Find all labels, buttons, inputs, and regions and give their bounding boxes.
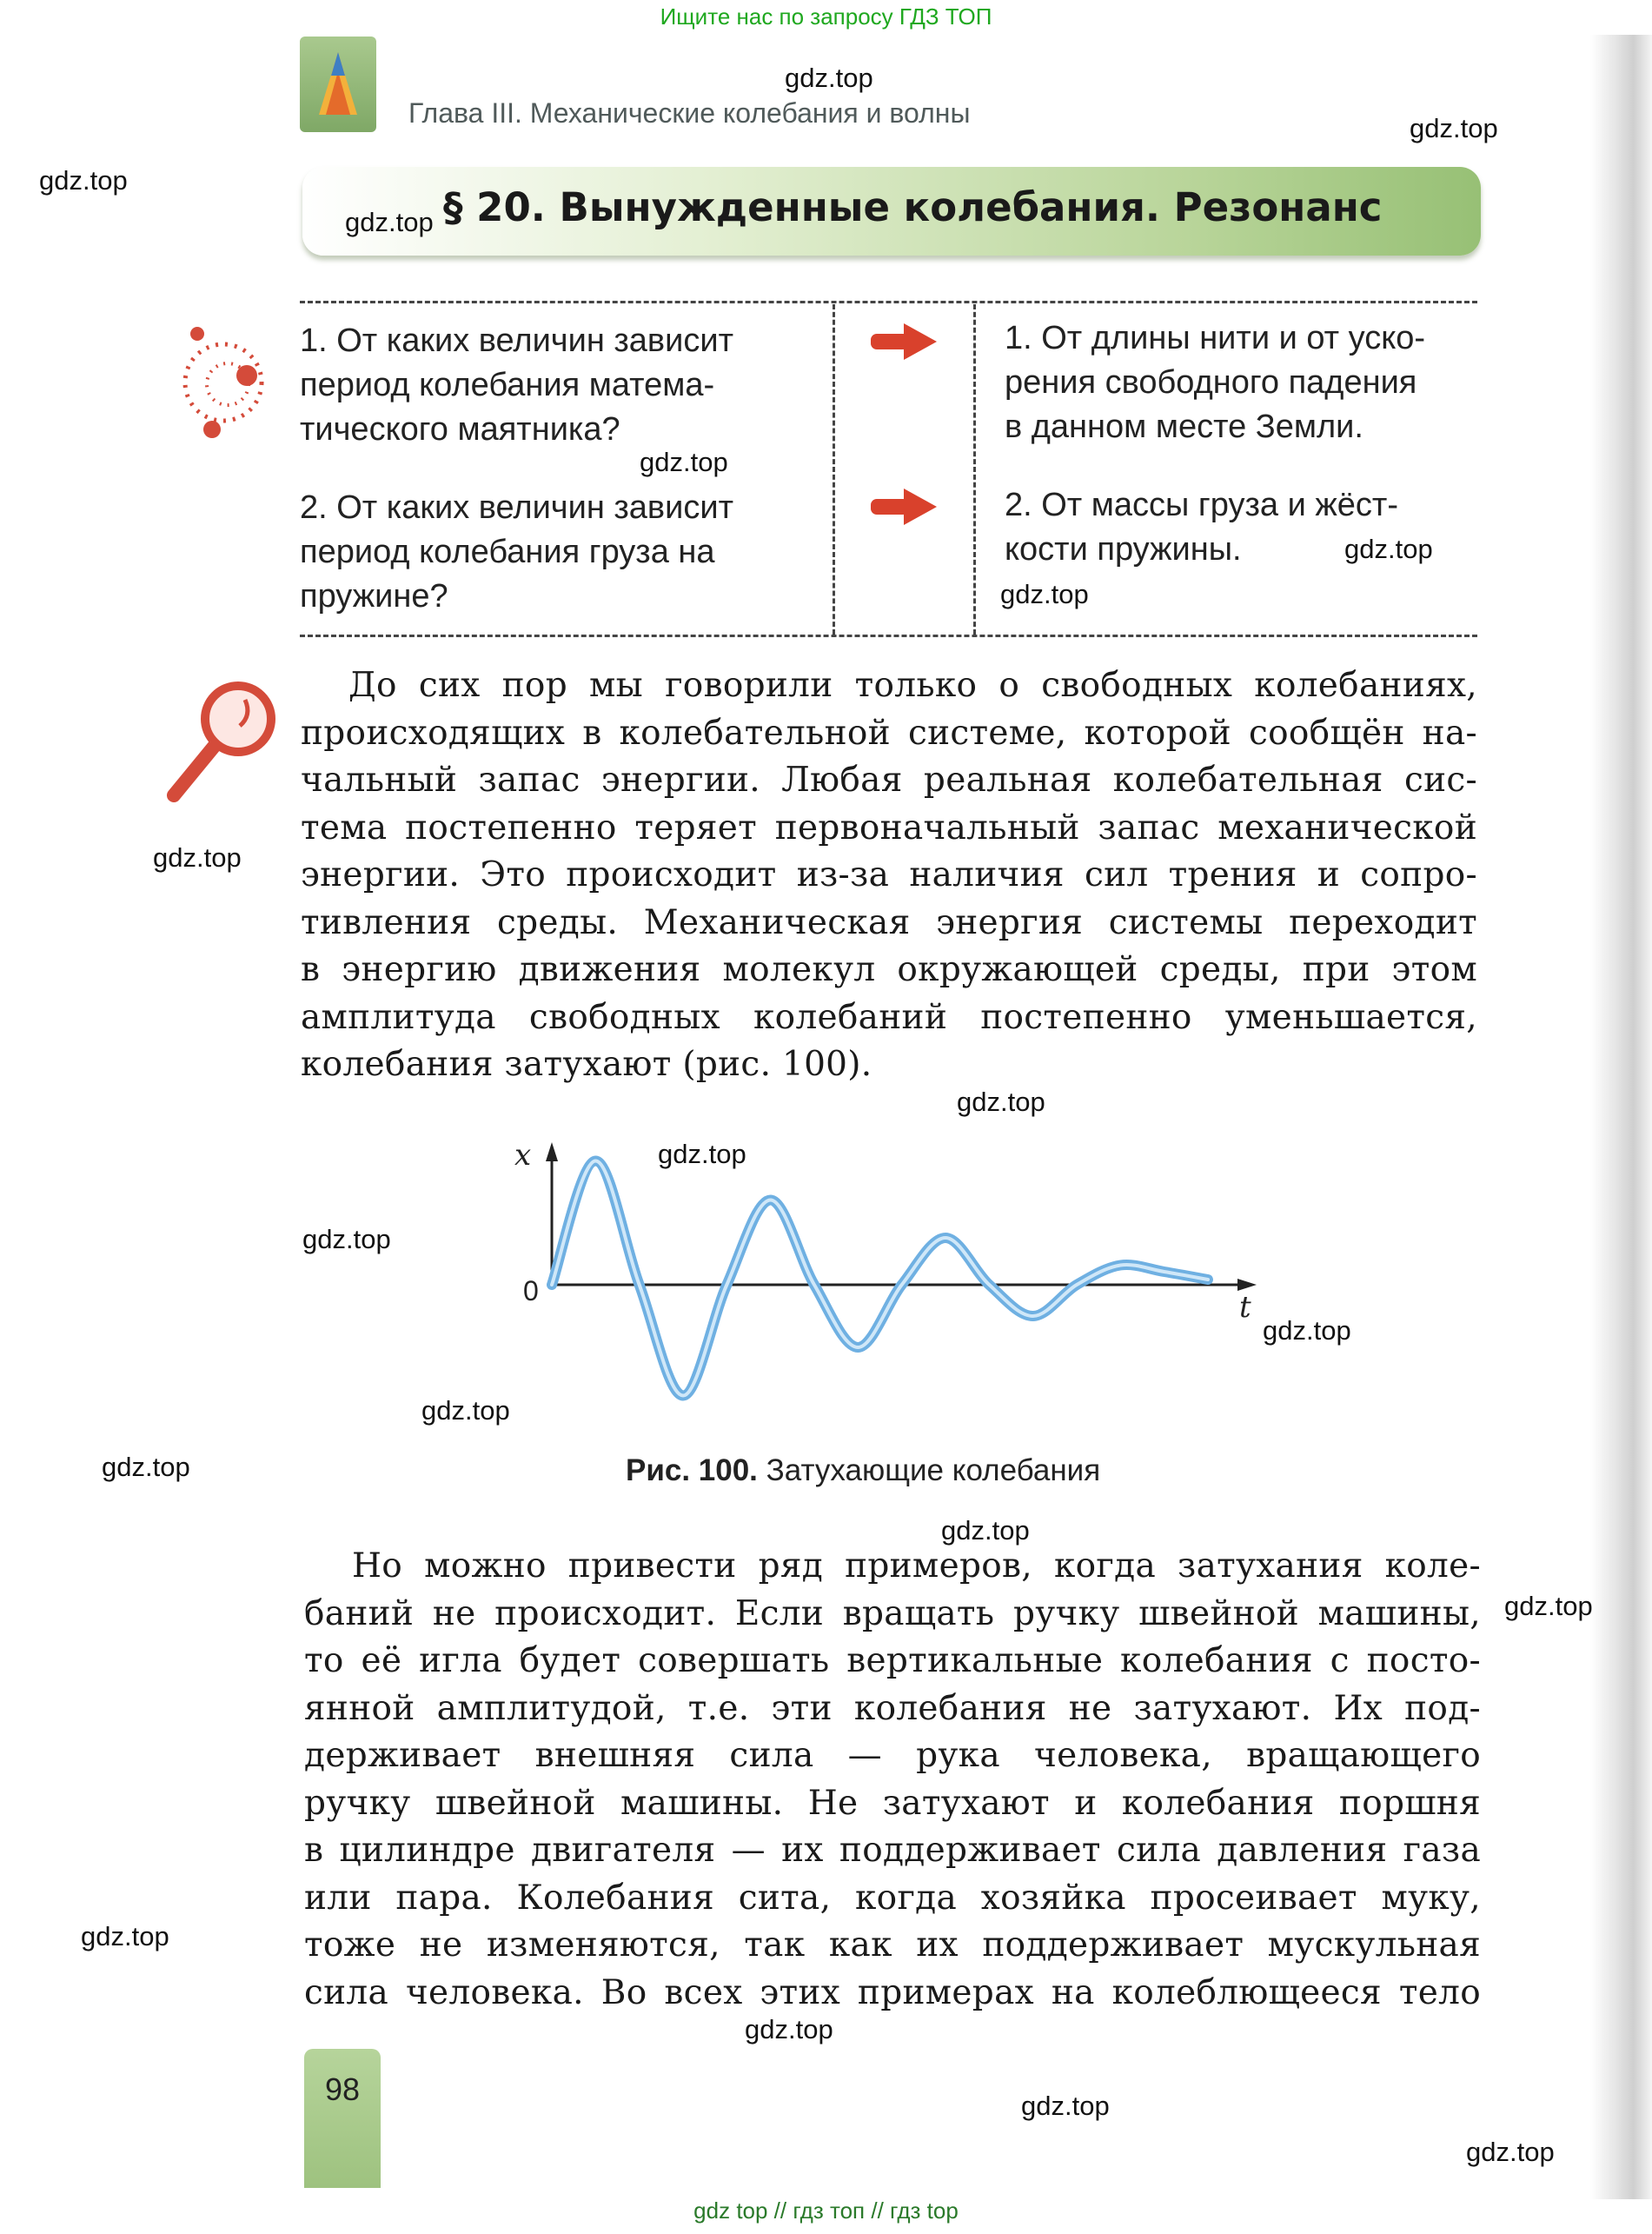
watermark: gdz.top xyxy=(421,1395,510,1426)
paragraph-2 xyxy=(304,1543,1481,2017)
chart-t-arrow xyxy=(1237,1279,1257,1291)
watermark: gdz.top xyxy=(1021,2091,1110,2121)
watermark: gdz.top xyxy=(640,447,728,477)
paragraph-1-line: колебания затухают (рис. 100). xyxy=(301,1045,872,1084)
watermark: gdz.top xyxy=(1000,579,1089,609)
figure-caption xyxy=(626,1453,1100,1488)
question-1 xyxy=(300,319,821,452)
paragraph-1-line: тивления среды. Механическая энергия системы переходит xyxy=(301,902,1477,942)
answer-2-line: 2. От массы груза и жёст- xyxy=(1005,487,1398,523)
paragraph-2-line: в цилиндре двигателя — их поддерживает сила давления газа xyxy=(304,1831,1481,1870)
watermark: gdz.top xyxy=(1410,113,1498,143)
paragraph-1-line: происходящих в колебательной системе, которой сообщён на- xyxy=(301,713,1477,753)
answer-1-line: рения свободного падения xyxy=(1005,364,1417,401)
answer-2-line: кости пружины. xyxy=(1005,531,1242,568)
chart-ylabel: x xyxy=(514,1138,532,1173)
qa-divider-right xyxy=(973,304,976,635)
figure-caption-text: Затухающие колебания xyxy=(757,1453,1101,1487)
paragraph-2-line: баний не происходит. Если вращать ручку швейной машины, xyxy=(304,1593,1481,1633)
chart-origin-label: 0 xyxy=(523,1275,539,1306)
qa-divider-left xyxy=(833,304,835,635)
answer-1-line: 1. От длины нити и от уско- xyxy=(1005,320,1426,356)
section-title: § 20. Вынужденные колебания. Резонанс xyxy=(443,184,1383,230)
paragraph-2-line: Но можно привести ряд примеров, когда затухания коле- xyxy=(352,1546,1481,1586)
paragraph-1-line: энергии. Это происходит из-за наличия сил трения и сопро- xyxy=(301,855,1477,894)
question-2-line: 2. От каких величин зависит xyxy=(300,489,733,526)
paragraph-2-line: янной амплитудой, т.е. эти колебания не затухают. Их под- xyxy=(304,1688,1481,1728)
watermark: gdz.top xyxy=(785,63,873,93)
chart-xlabel: t xyxy=(1239,1290,1251,1325)
watermark: gdz.top xyxy=(658,1139,746,1169)
question-2-line: период колебания груза на xyxy=(300,534,715,570)
watermark: gdz.top xyxy=(1504,1591,1593,1621)
watermark: gdz.top xyxy=(102,1452,190,1482)
paragraph-2-line: ручку швейной машины. Не затухают и колебания поршня xyxy=(304,1783,1481,1823)
arrow-right-icon xyxy=(869,485,939,529)
book-logo-icon xyxy=(300,37,376,132)
watermark: gdz.top xyxy=(1344,534,1433,564)
page-number: 98 xyxy=(324,2071,361,2107)
watermark: gdz.top xyxy=(39,165,128,196)
watermark: gdz.top xyxy=(941,1515,1030,1546)
answer-1-line: в данном месте Земли. xyxy=(1005,409,1363,445)
watermark: gdz.top xyxy=(1263,1315,1351,1346)
paragraph-2-line: тоже не изменяются, так как их поддерживает мускульная xyxy=(304,1925,1481,1965)
paragraph-1 xyxy=(301,662,1477,1089)
figure-caption-label: Рис. 100. xyxy=(626,1453,758,1487)
paragraph-1-line: в энергию движения молекул окружающей среды, при этом xyxy=(301,950,1477,989)
paragraph-2-line: или пара. Колебания сита, когда хозяйка просеивает муку, xyxy=(304,1878,1481,1918)
paragraph-1-line: тема постепенно теряет первоначальный запас механической xyxy=(301,808,1477,848)
qa-bottom-border xyxy=(300,635,1477,637)
question-1-line: период колебания матема- xyxy=(300,367,715,403)
paragraph-1-line: чальный запас энергии. Любая реальная колебательная сис- xyxy=(301,761,1477,800)
watermark: gdz.top xyxy=(302,1224,391,1254)
chart-y-arrow xyxy=(546,1142,558,1161)
watermark: gdz.top xyxy=(81,1921,169,1951)
chapter-logo xyxy=(300,37,376,132)
answer-1 xyxy=(1005,316,1483,449)
watermark: gdz.top xyxy=(1466,2137,1555,2167)
paragraph-1-line: амплитуда свободных колебаний постепенно уменьшается, xyxy=(301,997,1477,1037)
question-2-line: пружине? xyxy=(300,578,448,615)
chart-series-line xyxy=(552,1161,1208,1396)
paragraph-2-line: то её игла будет совершать вертикальные колебания с посто- xyxy=(304,1641,1481,1680)
bottom-links[interactable]: gdz top // гдз топ // гдз top xyxy=(693,2197,959,2224)
chapter-title: Глава III. Механические колебания и волны xyxy=(408,97,971,129)
recall-orbit-icon xyxy=(167,322,280,443)
watermark: gdz.top xyxy=(345,207,434,237)
paragraph-1-line: До сих пор мы говорили только о свободных колебаниях, xyxy=(348,666,1477,705)
damped-oscillation-chart xyxy=(487,1130,1269,1443)
question-1-line: тического маятника? xyxy=(300,411,620,448)
top-search-link[interactable]: Ищите нас по запросу ГДЗ ТОП xyxy=(660,3,992,30)
paragraph-2-line: сила человека. Во всех этих примерах на колеблющееся тело xyxy=(304,1972,1481,2012)
page-number-tab xyxy=(304,2049,381,2188)
question-1-line: 1. От каких величин зависит xyxy=(300,322,733,359)
page-edge-shadow xyxy=(1590,35,1652,2199)
watermark: gdz.top xyxy=(957,1087,1045,1117)
qa-top-border xyxy=(300,301,1477,303)
watermark: gdz.top xyxy=(153,842,242,873)
arrow-right-icon xyxy=(869,320,939,363)
paragraph-2-line: держивает внешняя сила — рука человека, вращающего xyxy=(304,1736,1481,1775)
chart-series-highlight xyxy=(552,1161,1208,1396)
magnifier-icon xyxy=(162,674,283,813)
watermark: gdz.top xyxy=(745,2014,833,2045)
question-2 xyxy=(300,486,821,619)
